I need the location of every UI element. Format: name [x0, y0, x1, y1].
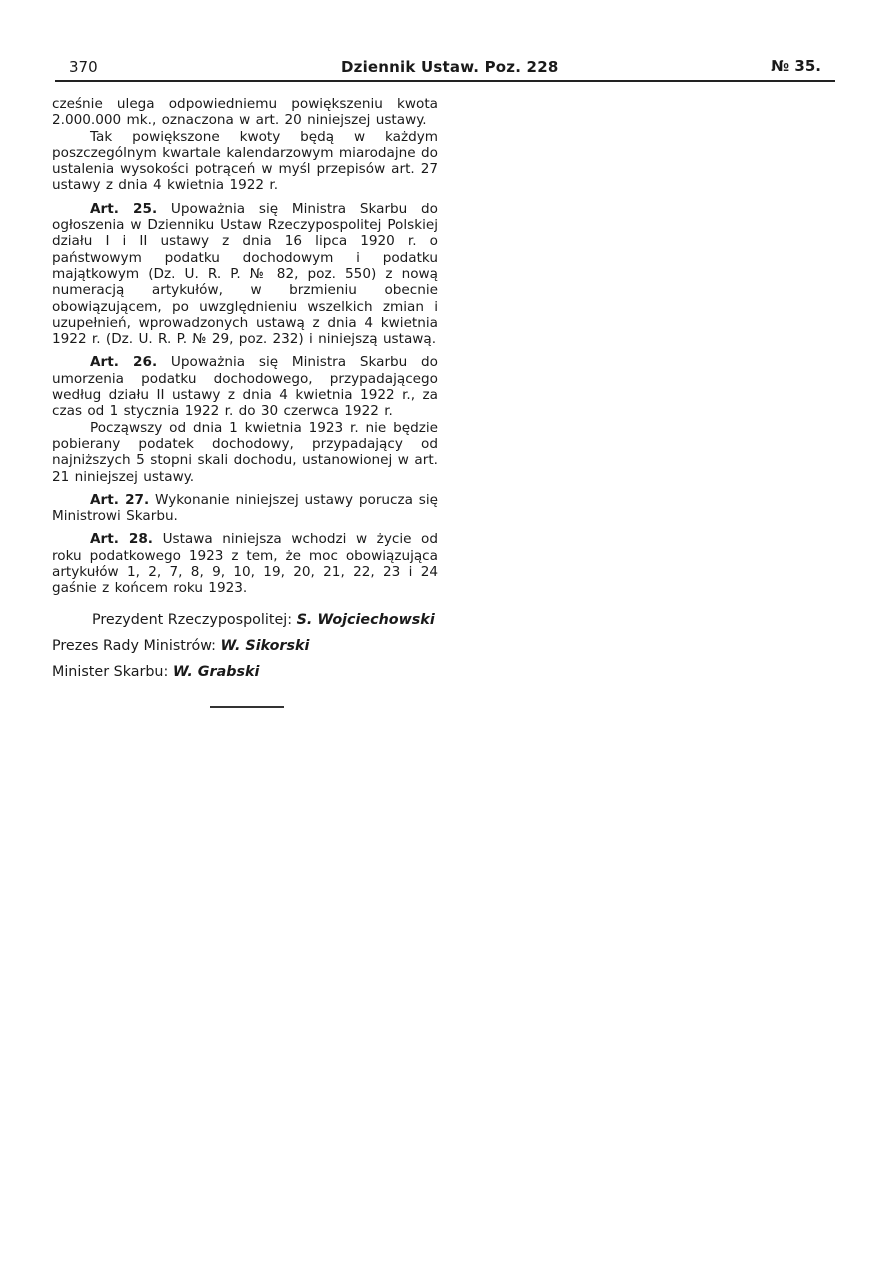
signature-prime-minister — [52, 637, 438, 655]
president-name: S. Wojciechowski — [296, 611, 435, 628]
page-header — [55, 55, 835, 81]
president-title: Prezydent Rzeczypospolitej: — [92, 611, 293, 628]
article-28 — [52, 531, 438, 596]
article-26 — [52, 354, 438, 419]
article-25-label: Art. 25. — [90, 200, 158, 217]
article-27 — [52, 492, 438, 525]
prime-minister-name: W. Sikorski — [220, 637, 310, 654]
paragraph-quarterly-amounts: Tak powiększone kwoty będą w każdym poszczególnym kwartale kalendarzowym miarodajne do ustalenia wysokości potrąceń w myśl przepisów art. 27 ustawy z dnia 4 kwietnia 1922 r. — [52, 128, 438, 194]
journal-title: Dziennik Ustaw. Poz. 228 — [341, 58, 559, 76]
article-27-text: Wykonanie niniejszej ustawy porucza się Ministrowi Skarbu. — [52, 491, 438, 525]
signature-treasury-minister — [52, 663, 438, 681]
article-26-text: Upoważnia się Ministra Skarbu do umorzenia podatku dochodowego, przypadającego według działu II ustawy z dnia 4 kwietnia 1922 r., za czas od 1 stycznia 1922 r. do 30 czerwca 1922 r. — [52, 354, 439, 420]
treasury-minister-title: Minister Skarbu: — [52, 663, 169, 680]
article-27-label: Art. 27. — [90, 491, 150, 508]
article-25 — [52, 201, 438, 348]
issue-number: № 35. — [771, 57, 821, 75]
article-28-text: Ustawa niniejsza wchodzi w życie od roku podatkowego 1923 z tem, że moc obowiązująca artykułów 1, 2, 7, 8, 9, 10, 19, 20, 21, 22, 23 i 24 gaśnie z końcem roku 1923. — [52, 531, 438, 597]
paragraph-continuation: cześnie ulega odpowiedniemu powiększeniu kwota 2.000.000 mk., oznaczona w art. 20 niniejszej ustawy. — [52, 96, 438, 129]
signature-president — [52, 611, 438, 629]
article-25-text: Upoważnia się Ministra Skarbu do ogłoszenia w Dzienniku Ustaw Rzeczypospolitej Polskiej działu I i II ustawy z dnia 16 lipca 1920 r. o państwowym podatku dochodowym i podatku majątkowym (Dz. U. R. P. № 82, poz. 550) z nową numeracją artykułów, w brzmieniu obecnie obowiązującem, po uwzględnieniu wszelkich zmian i uzupełnień, wprowadzonych ustawą z dnia 4 kwietnia 1922 r. (Dz. U. R. P. № 29, poz. 232) i niniejszą ustawą. — [52, 200, 439, 348]
article-28-label: Art. 28. — [90, 531, 153, 548]
end-rule — [210, 706, 284, 708]
page-number: 370 — [69, 58, 98, 76]
prime-minister-title: Prezes Rady Ministrów: — [52, 637, 216, 654]
article-26-paragraph-2: Począwszy od dnia 1 kwietnia 1923 r. nie będzie pobierany podatek dochodowy, przypadający od najniższych 5 stopni skali dochodu, ustanowionej w art. 21 niniejszej ustawy. — [52, 419, 438, 485]
header-rule — [55, 80, 835, 82]
text-column — [52, 96, 438, 689]
treasury-minister-name: W. Grabski — [172, 663, 260, 680]
article-26-label: Art. 26. — [90, 354, 158, 371]
